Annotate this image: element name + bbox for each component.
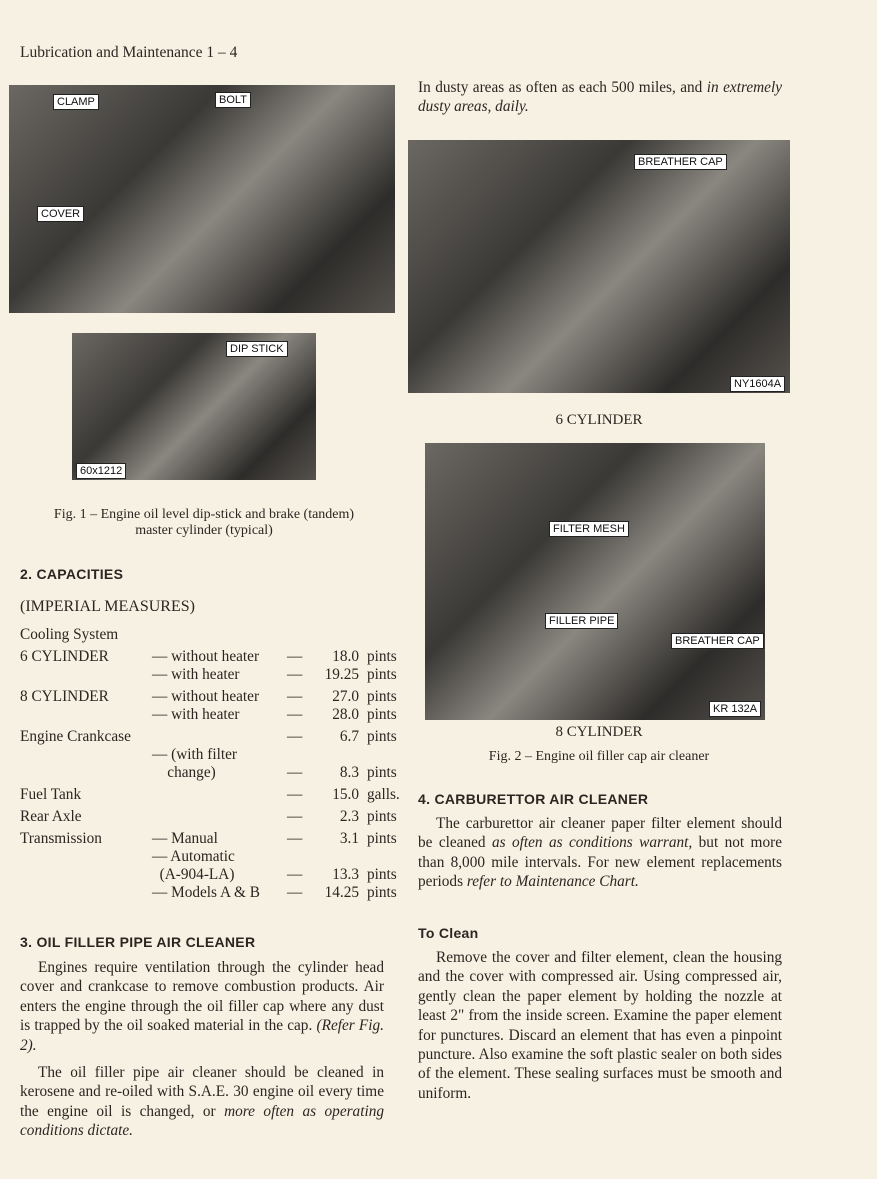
capacity-cell-u — [367, 848, 407, 866]
section4-clean-body — [418, 948, 782, 1103]
capacity-row — [20, 866, 407, 884]
capacity-cell-u: pints — [367, 764, 397, 781]
capacity-cell-b — [152, 724, 287, 746]
capacity-cell-a: Fuel Tank — [20, 786, 82, 803]
capacity-cell-a — [20, 746, 152, 764]
capacity-row — [20, 848, 407, 866]
paragraph: Remove the cover and filter element, clean the housing and the cover with compressed air. Using compressed air, gently clean the paper element by holding the nozzle at least 2" from the inside screen. Examine the paper element for punctures. Discard an element that has even a pinpoint puncture. Also examine the soft plastic sealer on both sides of the element. These sealing surfaces must be smooth and uniform. — [418, 949, 782, 1102]
capacity-row — [20, 724, 407, 746]
capacity-cell-b — [152, 782, 287, 804]
subheading: To Clean — [418, 925, 479, 941]
capacity-row — [20, 666, 407, 684]
capacity-cell-d: — — [287, 786, 303, 803]
capacity-cell-v: 18.0 — [332, 648, 359, 665]
capacities-table — [20, 648, 407, 902]
capacity-cell-b: — without heater — [152, 648, 260, 665]
capacity-row — [20, 746, 407, 764]
capacity-cell-d: — — [287, 688, 303, 705]
subheading: (IMPERIAL MEASURES) — [20, 598, 195, 615]
photo-caption: 6 CYLINDER — [555, 412, 643, 428]
page-header: Lubrication and Maintenance 1 – 4 — [20, 44, 238, 61]
capacity-row — [20, 884, 407, 902]
fig2-caption: Fig. 2 – Engine oil filler cap air cleaner — [488, 749, 710, 764]
capacity-row — [20, 684, 407, 706]
capacity-cell-a: 8 CYLINDER — [20, 688, 109, 705]
capacity-row — [20, 826, 407, 848]
photo-label: KR 132A — [709, 701, 761, 717]
emphasis: in extremely dusty areas, daily. — [418, 79, 782, 116]
capacity-cell-b: — (with filter — [152, 746, 237, 763]
capacity-cell-b — [152, 804, 287, 826]
section3-body — [20, 958, 384, 1141]
photo-6-cylinder — [408, 140, 790, 393]
emphasis: as often as conditions warrant, — [491, 834, 693, 852]
capacity-cell-d: — — [287, 866, 303, 883]
capacity-cell-u: galls. — [367, 786, 400, 803]
capacity-cell-u: pints — [367, 808, 397, 825]
caption-line: master cylinder (typical) — [135, 523, 273, 538]
paragraph: In dusty areas as often as each 500 miles, and — [418, 79, 703, 96]
capacity-cell-d — [287, 848, 311, 866]
capacity-cell-u: pints — [367, 648, 397, 665]
capacity-row — [20, 764, 407, 782]
capacity-cell-a — [20, 764, 152, 782]
fig1-caption — [18, 507, 390, 539]
capacity-cell-d: — — [287, 648, 303, 665]
photo-label: CLAMP — [53, 94, 99, 110]
photo-caption: 8 CYLINDER — [555, 724, 643, 740]
capacity-cell-a — [20, 666, 152, 684]
paragraph: Engines require ventilation through the cylinder head cover and crankcase to remove combustion products. Air enters the engine through the oil filler cap where any dust is trapped by the oil soaked material in the cap. — [20, 959, 384, 1035]
photo-label: FILLER PIPE — [545, 613, 618, 629]
photo-label: BREATHER CAP — [671, 633, 764, 649]
photo-label: FILTER MESH — [549, 521, 629, 537]
capacity-cell-u: pints — [367, 706, 397, 723]
capacity-row — [20, 804, 407, 826]
capacity-cell-a — [20, 706, 152, 724]
capacity-cell-a: Transmission — [20, 830, 102, 847]
capacity-cell-b: — without heater — [152, 688, 260, 705]
capacity-row — [20, 782, 407, 804]
capacity-cell-d: — — [287, 808, 303, 825]
capacity-cell-u — [367, 746, 407, 764]
emphasis: more often as operating conditions dictate. — [20, 1102, 385, 1140]
capacity-cell-a — [20, 884, 152, 902]
capacity-cell-u: pints — [367, 688, 397, 705]
photo-label: 60x1212 — [76, 463, 126, 479]
paragraph: but not more than 8,000 mile intervals. For new element replacements periods — [418, 834, 782, 891]
emphasis: refer to Maintenance Chart. — [466, 873, 639, 891]
group-label: Cooling System — [20, 626, 119, 643]
capacity-cell-a: 6 CYLINDER — [20, 648, 109, 665]
figure-reference: (Refer Fig. 2). — [20, 1017, 384, 1054]
paragraph: The carburettor air cleaner paper filter element should be cleaned — [418, 815, 782, 852]
paragraph: The oil filler pipe air cleaner should be cleaned in kerosene and re-oiled with S.A.E. 30 engine oil every time the engine oil is changed, or — [20, 1064, 384, 1120]
photo-label: COVER — [37, 206, 84, 222]
capacity-cell-b: (A-904-LA) — [152, 866, 235, 883]
capacity-cell-v: 6.7 — [339, 728, 359, 745]
capacity-cell-d: — — [287, 728, 303, 745]
capacity-cell-v: 14.25 — [324, 884, 359, 901]
capacity-cell-u: pints — [367, 884, 397, 901]
capacity-cell-b: — with heater — [152, 706, 240, 723]
capacity-cell-v: 3.1 — [339, 830, 359, 847]
capacity-cell-d: — — [287, 884, 303, 901]
capacity-cell-u: pints — [367, 728, 397, 745]
capacity-cell-d: — — [287, 830, 303, 847]
capacity-cell-d: — — [287, 706, 303, 723]
section3-continued — [418, 78, 782, 117]
caption-line: Fig. 1 – Engine oil level dip-stick and brake (tandem) — [53, 507, 355, 522]
capacity-cell-a — [20, 866, 152, 884]
capacity-cell-v: 27.0 — [332, 688, 359, 705]
capacity-cell-v: 19.25 — [324, 666, 359, 683]
capacity-cell-d: — — [287, 764, 303, 781]
section4-body — [418, 814, 782, 892]
capacity-cell-a — [20, 848, 152, 866]
capacity-cell-v: 28.0 — [332, 706, 359, 723]
capacity-cell-v: 13.3 — [332, 866, 359, 883]
capacity-cell-v: 2.3 — [339, 808, 359, 825]
capacity-row — [20, 706, 407, 724]
capacity-row — [20, 648, 407, 666]
capacity-cell-u: pints — [367, 666, 397, 683]
photo-dip-stick — [72, 333, 316, 480]
capacity-cell-u: pints — [367, 830, 397, 847]
photo-label: NY1604A — [730, 376, 785, 392]
photo-label: BOLT — [215, 92, 251, 108]
capacity-cell-d: — — [287, 666, 303, 683]
section-heading: 2. CAPACITIES — [20, 566, 124, 582]
section-heading: 4. CARBURETTOR AIR CLEANER — [418, 791, 649, 807]
capacity-cell-u: pints — [367, 866, 397, 883]
capacity-cell-b: — with heater — [152, 666, 240, 683]
photo-engine-cover — [9, 85, 395, 313]
photo-8-cylinder — [425, 443, 765, 720]
capacity-cell-b: — Models A & B — [152, 884, 260, 901]
capacity-cell-v — [311, 848, 367, 866]
capacity-cell-d — [287, 746, 311, 764]
photo-label: DIP STICK — [226, 341, 288, 357]
photo-label: BREATHER CAP — [634, 154, 727, 170]
capacity-cell-a: Engine Crankcase — [20, 728, 131, 745]
capacity-cell-b: change) — [152, 764, 216, 781]
capacity-cell-v: 15.0 — [332, 786, 359, 803]
capacity-cell-b: — Automatic — [152, 848, 235, 865]
capacity-cell-b: — Manual — [152, 830, 218, 847]
capacity-cell-a: Rear Axle — [20, 808, 82, 825]
capacity-cell-v: 8.3 — [339, 764, 359, 781]
section-heading: 3. OIL FILLER PIPE AIR CLEANER — [20, 934, 256, 950]
capacity-cell-v — [311, 746, 367, 764]
